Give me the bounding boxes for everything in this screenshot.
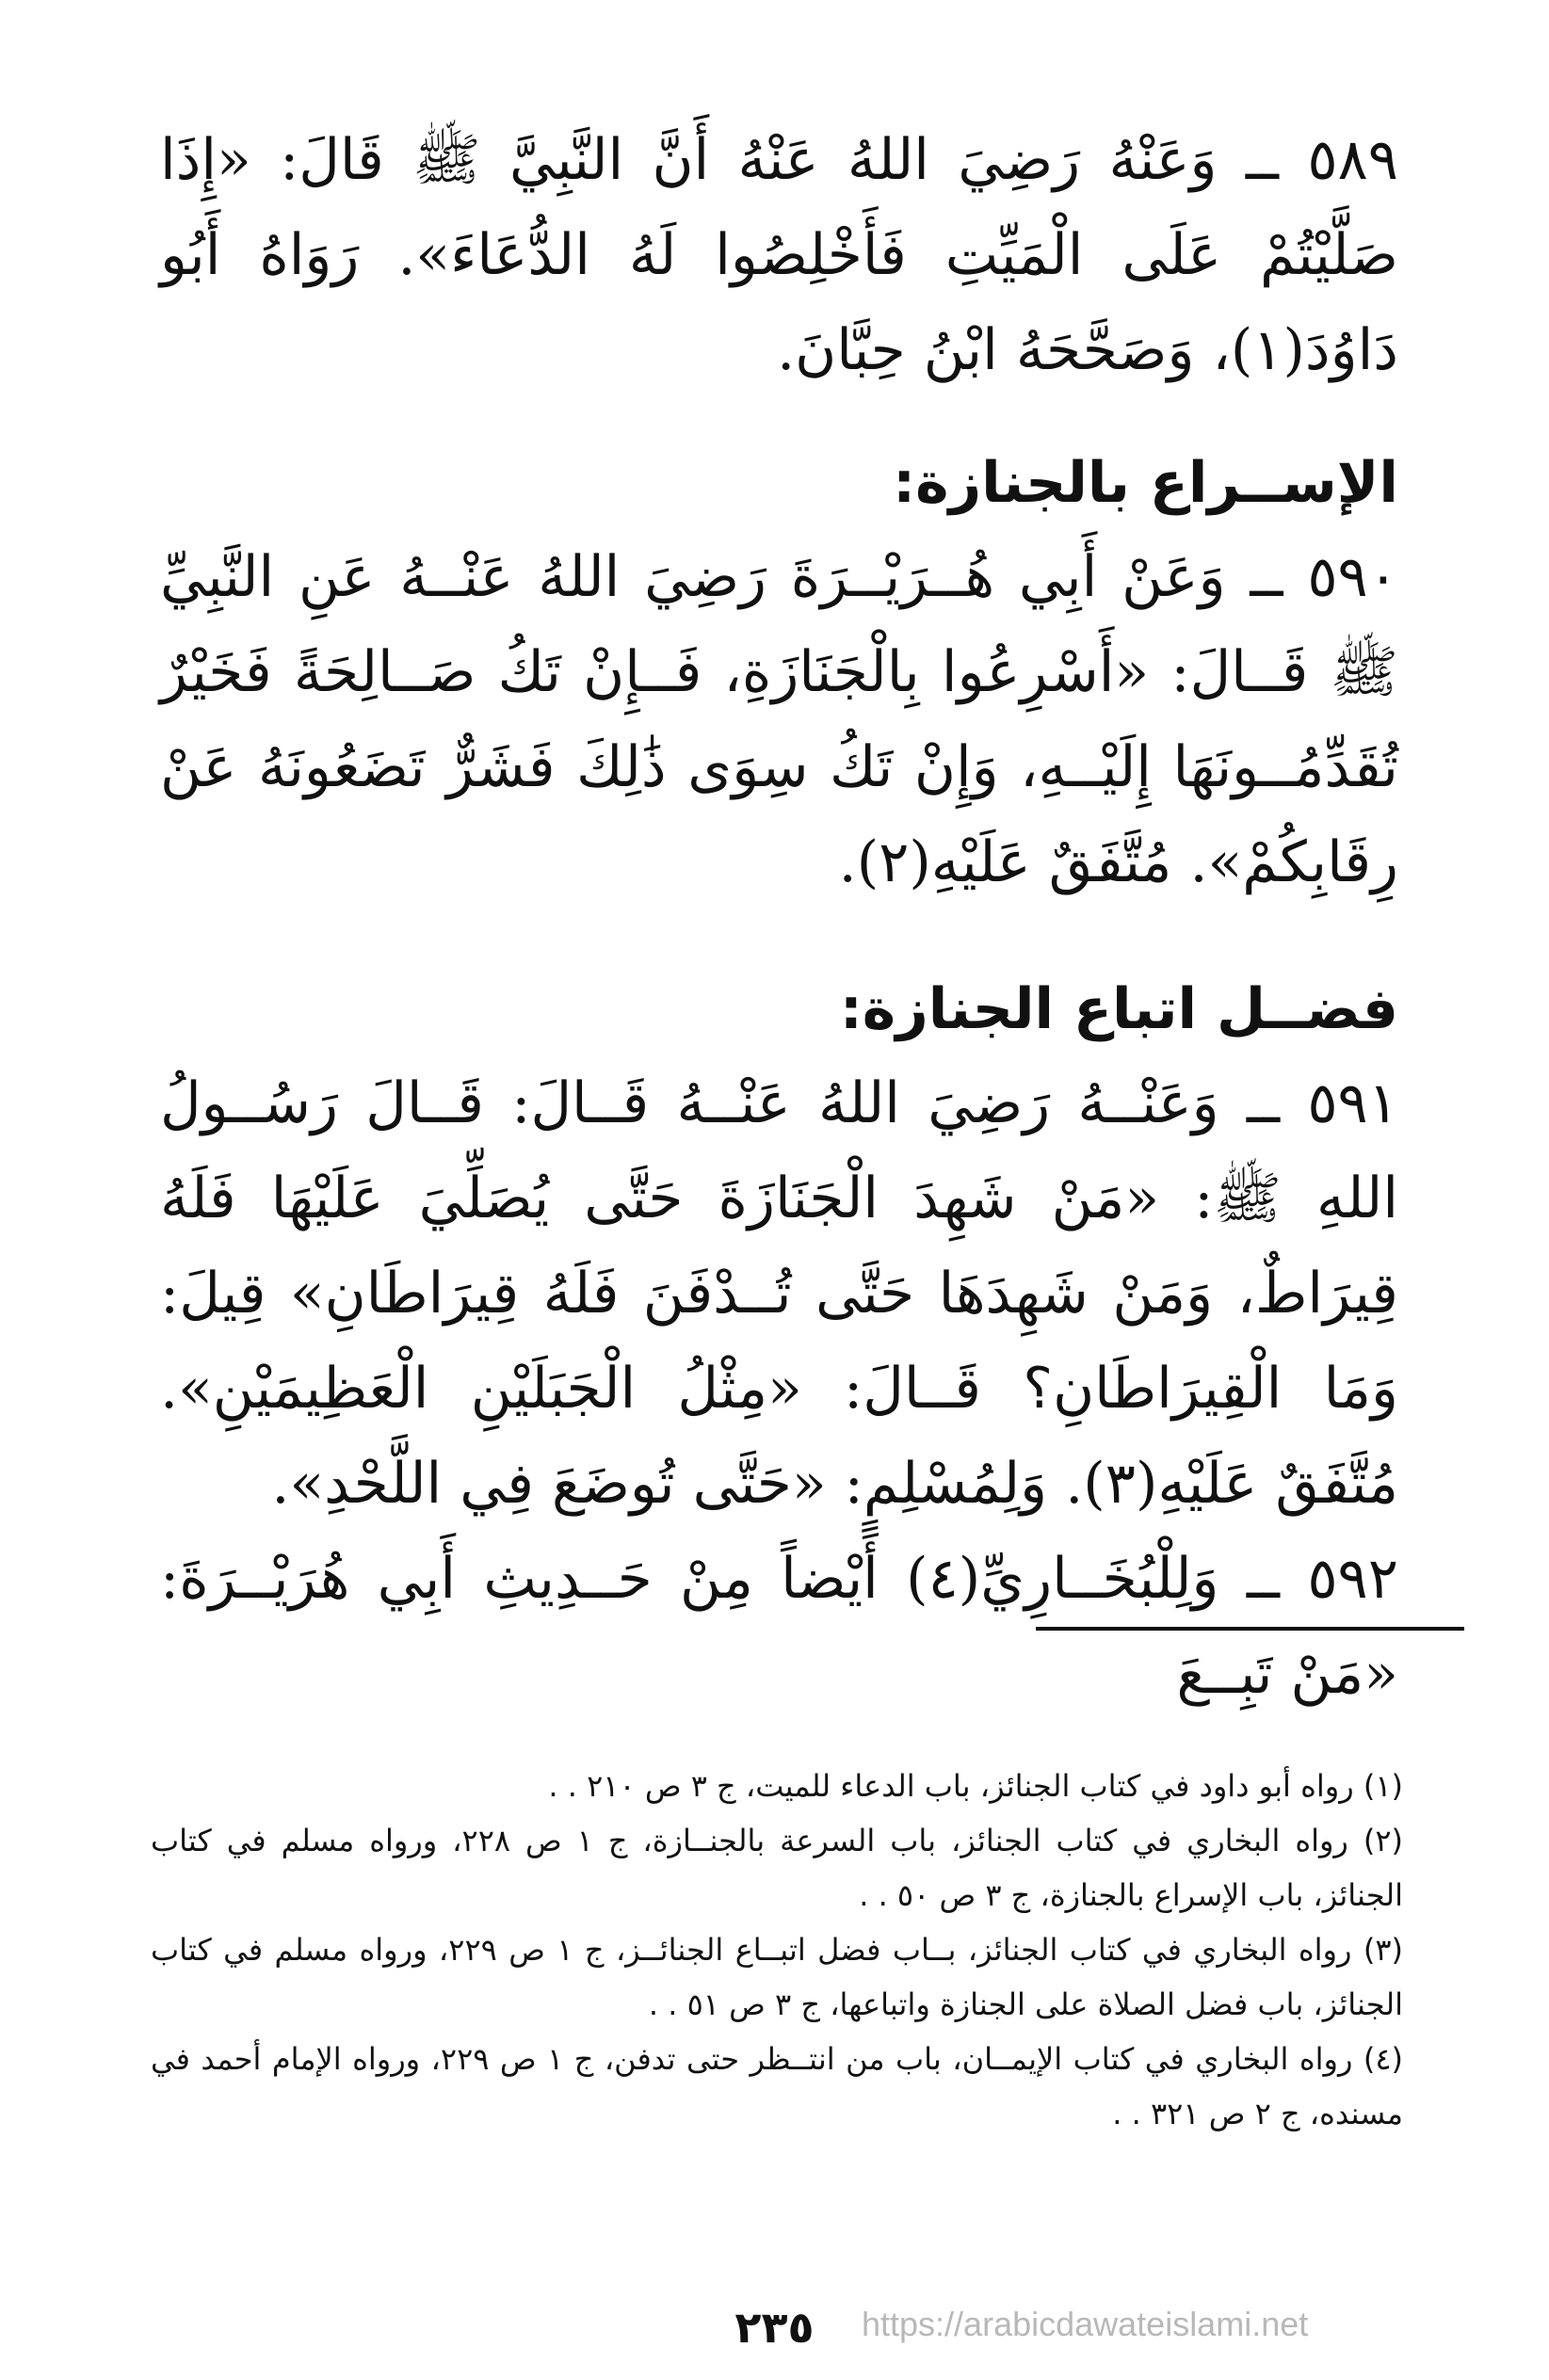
page-number: ٢٣٥ — [734, 2302, 815, 2353]
hadith-589: ٥٨٩ ــ وَعَنْهُ رَضِيَ اللهُ عَنْهُ أَنَّ النَّبِيَّ ﷺ قَالَ: «إِذَا صَلَّيْتُمْ عَلَى الْمَيِّتِ فَأَخْلِصُوا لَهُ الدُّعَاءَ». رَوَاهُ أَبُو دَاوُدَ(١)، وَصَحَّحَهُ ابْنُ حِبَّانَ. — [160, 127, 1398, 383]
footnote-divider — [1036, 1627, 1464, 1631]
hadith-592: ٥٩٢ ــ وَلِلْبُخَــارِيِّ(٤) أَيْضاً مِنْ حَــدِيثِ أَبِي هُرَيْــرَةَ: «مَنْ تَبِــعَ — [160, 1546, 1399, 1707]
footnote-4: (٤) رواه البخاري في كتاب الإيمــان، باب من انتــظر حتى تدفن، ج ١ ص ٢٢٩، ورواه الإمام أحمد في مسنده، ج ٢ ص ٣٢١ . . — [151, 2041, 1404, 2131]
footnote-2: (٢) رواه البخاري في كتاب الجنائز، باب السرعة بالجنــازة، ج ١ ص ٢٢٨، ورواه مسلم في كتاب الجنائز، باب الإسراع بالجنازة، ج ٣ ص ٥٠ . . — [151, 1823, 1404, 1913]
watermark-url: https://arabicdawateislami.net — [862, 2305, 1309, 2343]
footnote-3: (٣) رواه البخاري في كتاب الجنائز، بــاب فضل اتبــاع الجنائــز، ج ١ ص ٢٢٩، ورواه مسلم في كتاب الجنائز، باب فضل الصلاة على الجنازة واتباعها، ج ٣ ص ٥١ . . — [151, 1932, 1404, 2022]
section-heading-hastening-funeral: الإســراع بالجنازة: — [893, 450, 1398, 516]
section-heading-following-funeral: فضــل اتباع الجنازة: — [839, 976, 1398, 1042]
footnotes — [151, 1759, 1403, 2141]
footnote-1: (١) رواه أبو داود في كتاب الجنائز، باب الدعاء للميت، ج ٣ ص ٢١٠ . . — [548, 1768, 1403, 1804]
main-text — [160, 113, 1398, 1722]
hadith-591: ٥٩١ ــ وَعَنْــهُ رَضِيَ اللهُ عَنْــهُ قَــالَ: قَــالَ رَسُــولُ اللهِ ﷺ: «مَنْ شَهِدَ الْجَنَازَةَ حَتَّى يُصَلِّيَ عَلَيْهَا فَلَهُ قِيرَاطٌ، وَمَنْ شَهِدَهَا حَتَّى تُــدْفَنَ فَلَهُ قِيرَاطَانِ» قِيلَ: وَمَا الْقِيرَاطَانِ؟ قَــالَ: «مِثْلُ الْجَبَلَيْنِ الْعَظِيمَيْنِ». مُتَّفَقٌ عَلَيْهِ(٣). وَلِمُسْلِمٍ: «حَتَّى تُوضَعَ فِي اللَّحْدِ». — [160, 1070, 1398, 1517]
hadith-590: ٥٩٠ ــ وَعَنْ أَبِي هُــرَيْــرَةَ رَضِيَ اللهُ عَنْــهُ عَنِ النَّبِيِّ ﷺ قَــالَ: «أَسْرِعُوا بِالْجَنَازَةِ، فَــإِنْ تَكُ صَــالِحَةً فَخَيْرٌ تُقَدِّمُــونَهَا إِلَيْــهِ، وَإِنْ تَكُ سِوَى ذَٰلِكَ فَشَرٌّ تَضَعُونَهُ عَنْ رِقَابِكُمْ». مُتَّفَقٌ عَلَيْهِ(٢). — [160, 544, 1398, 895]
